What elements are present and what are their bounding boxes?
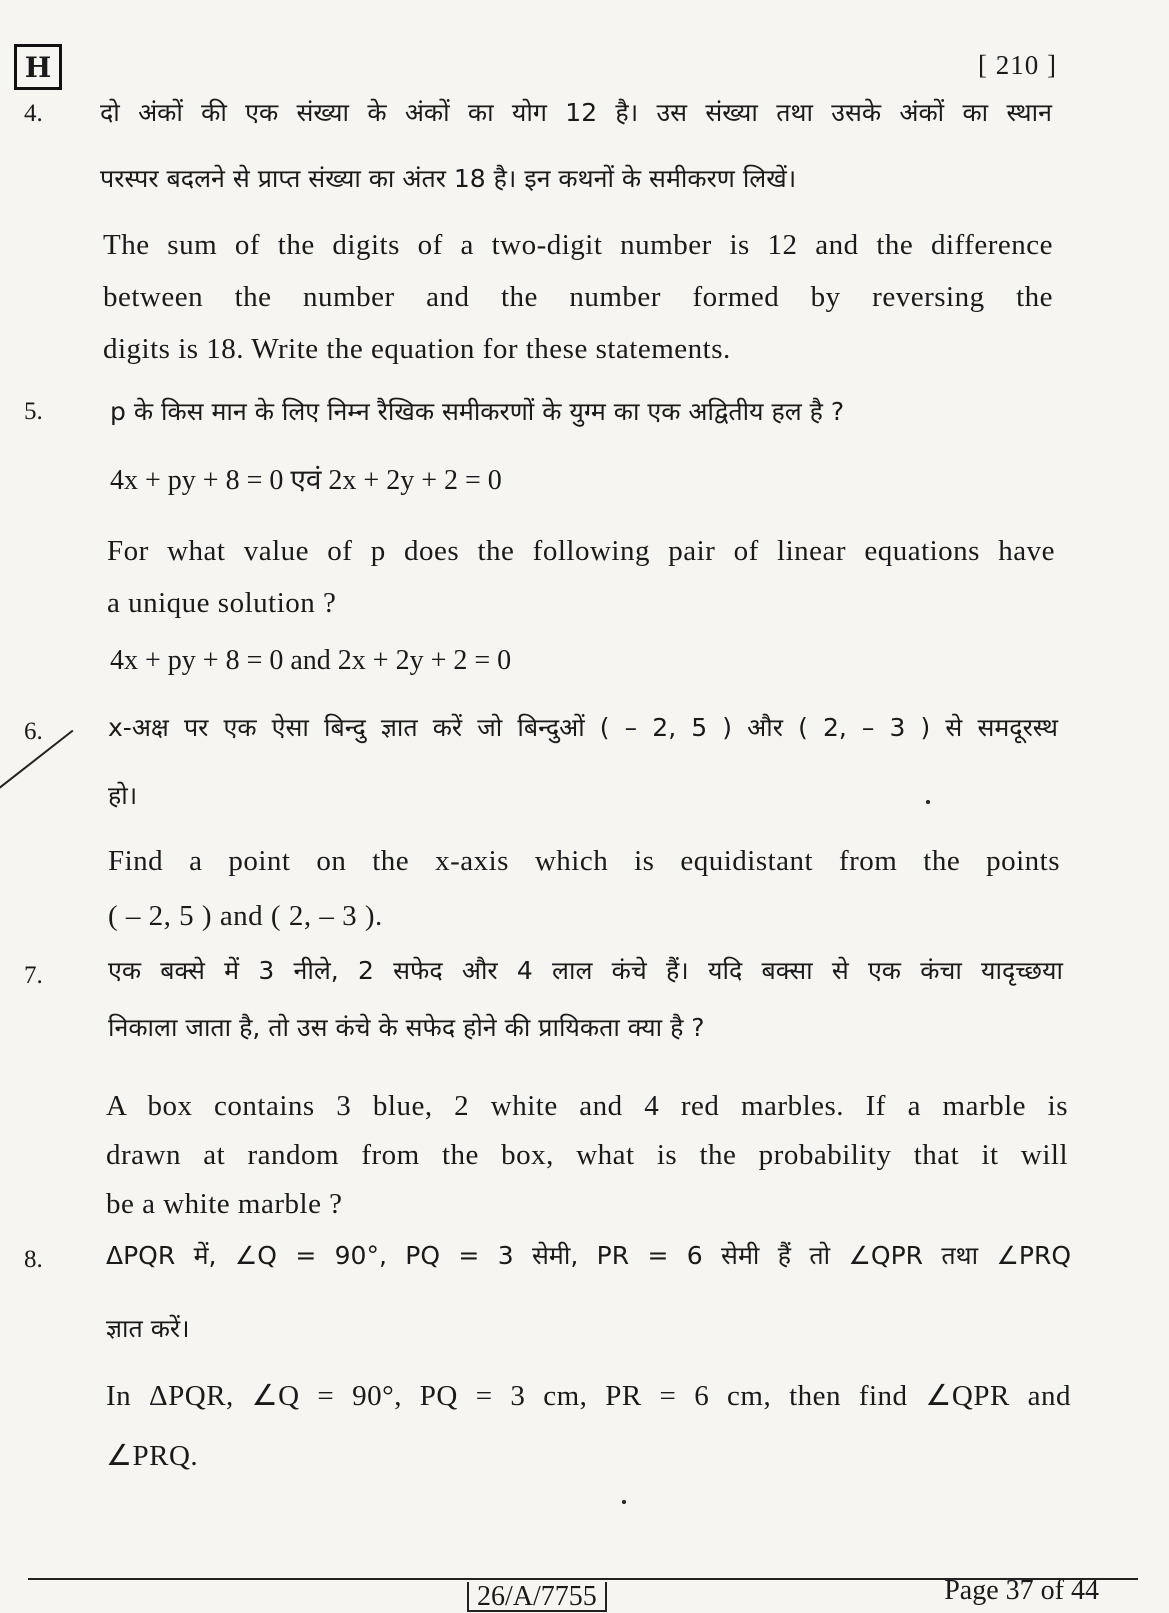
question-hindi-line: एक बक्से में 3 नीले, 2 सफेद और 4 लाल कंचे हैं। यदि बक्सा से एक कंचा यादृच्छया [108,956,1063,985]
stray-dot [622,1500,626,1504]
question-english-line: a unique solution ? [107,587,337,619]
question-number: 8. [24,1246,43,1273]
paper-code: [ 210 ] [978,50,1057,80]
question-english-line: drawn at random from the box, what is the probability that it will [106,1139,1068,1171]
question-hindi-line: ज्ञात करें। [106,1314,190,1343]
question-english-line: between the number and the number formed by reversing the [103,281,1053,313]
question-number: 7. [24,962,43,989]
question-english-line: ( – 2, 5 ) and ( 2, – 3 ). [108,900,383,932]
question-english-line: be a white marble ? [106,1188,343,1220]
question-hindi-line: निकाला जाता है, तो उस कंचे के सफेद होने की प्रायिकता क्या है ? [108,1013,705,1042]
question-hindi-line: p के किस मान के लिए निम्न रैखिक समीकरणों के युग्म का एक अद्वितीय हल है ? [110,397,845,426]
question-english-line: In ΔPQR, ∠Q = 90°, PQ = 3 cm, PR = 6 cm, then find ∠QPR and [106,1380,1071,1412]
section-box: H [14,44,62,90]
question-hindi-line: ΔPQR में, ∠Q = 90°, PQ = 3 सेमी, PR = 6 सेमी हैं तो ∠QPR तथा ∠PRQ [106,1241,1071,1270]
question-english-line: The sum of the digits of a two-digit number is 12 and the difference [103,229,1053,261]
question-number: 5. [24,398,43,425]
question-hindi-line: परस्पर बदलने से प्राप्त संख्या का अंतर 18 है। इन कथनों के समीकरण लिखें। [100,164,797,193]
question-number: 4. [24,100,43,127]
stray-dot [926,800,930,804]
page-number: Page 37 of 44 [944,1575,1099,1606]
question-english-line: For what value of p does the following pair of linear equations have [107,535,1055,567]
question-hindi-line: दो अंकों की एक संख्या के अंकों का योग 12 है। उस संख्या तथा उसके अंकों का स्थान [100,98,1052,127]
footer-code: 26/A/7755 [467,1582,607,1612]
question-english-line: digits is 18. Write the equation for these statements. [103,333,731,365]
equation-line: 4x + py + 8 = 0 and 2x + 2y + 2 = 0 [110,645,512,676]
question-english-line: ∠PRQ. [106,1440,199,1472]
question-hindi-line: हो। [108,781,138,810]
question-english-line: A box contains 3 blue, 2 white and 4 red marbles. If a marble is [106,1090,1068,1122]
question-hindi-line: x-अक्ष पर एक ऐसा बिन्दु ज्ञात करें जो बिन्दुओं ( – 2, 5 ) और ( 2, – 3 ) से समदूरस्थ [108,713,1058,742]
equation-line: 4x + py + 8 = 0 एवं 2x + 2y + 2 = 0 [110,465,502,496]
question-number: 6. [24,718,43,745]
question-english-line: Find a point on the x-axis which is equidistant from the points [108,845,1060,877]
